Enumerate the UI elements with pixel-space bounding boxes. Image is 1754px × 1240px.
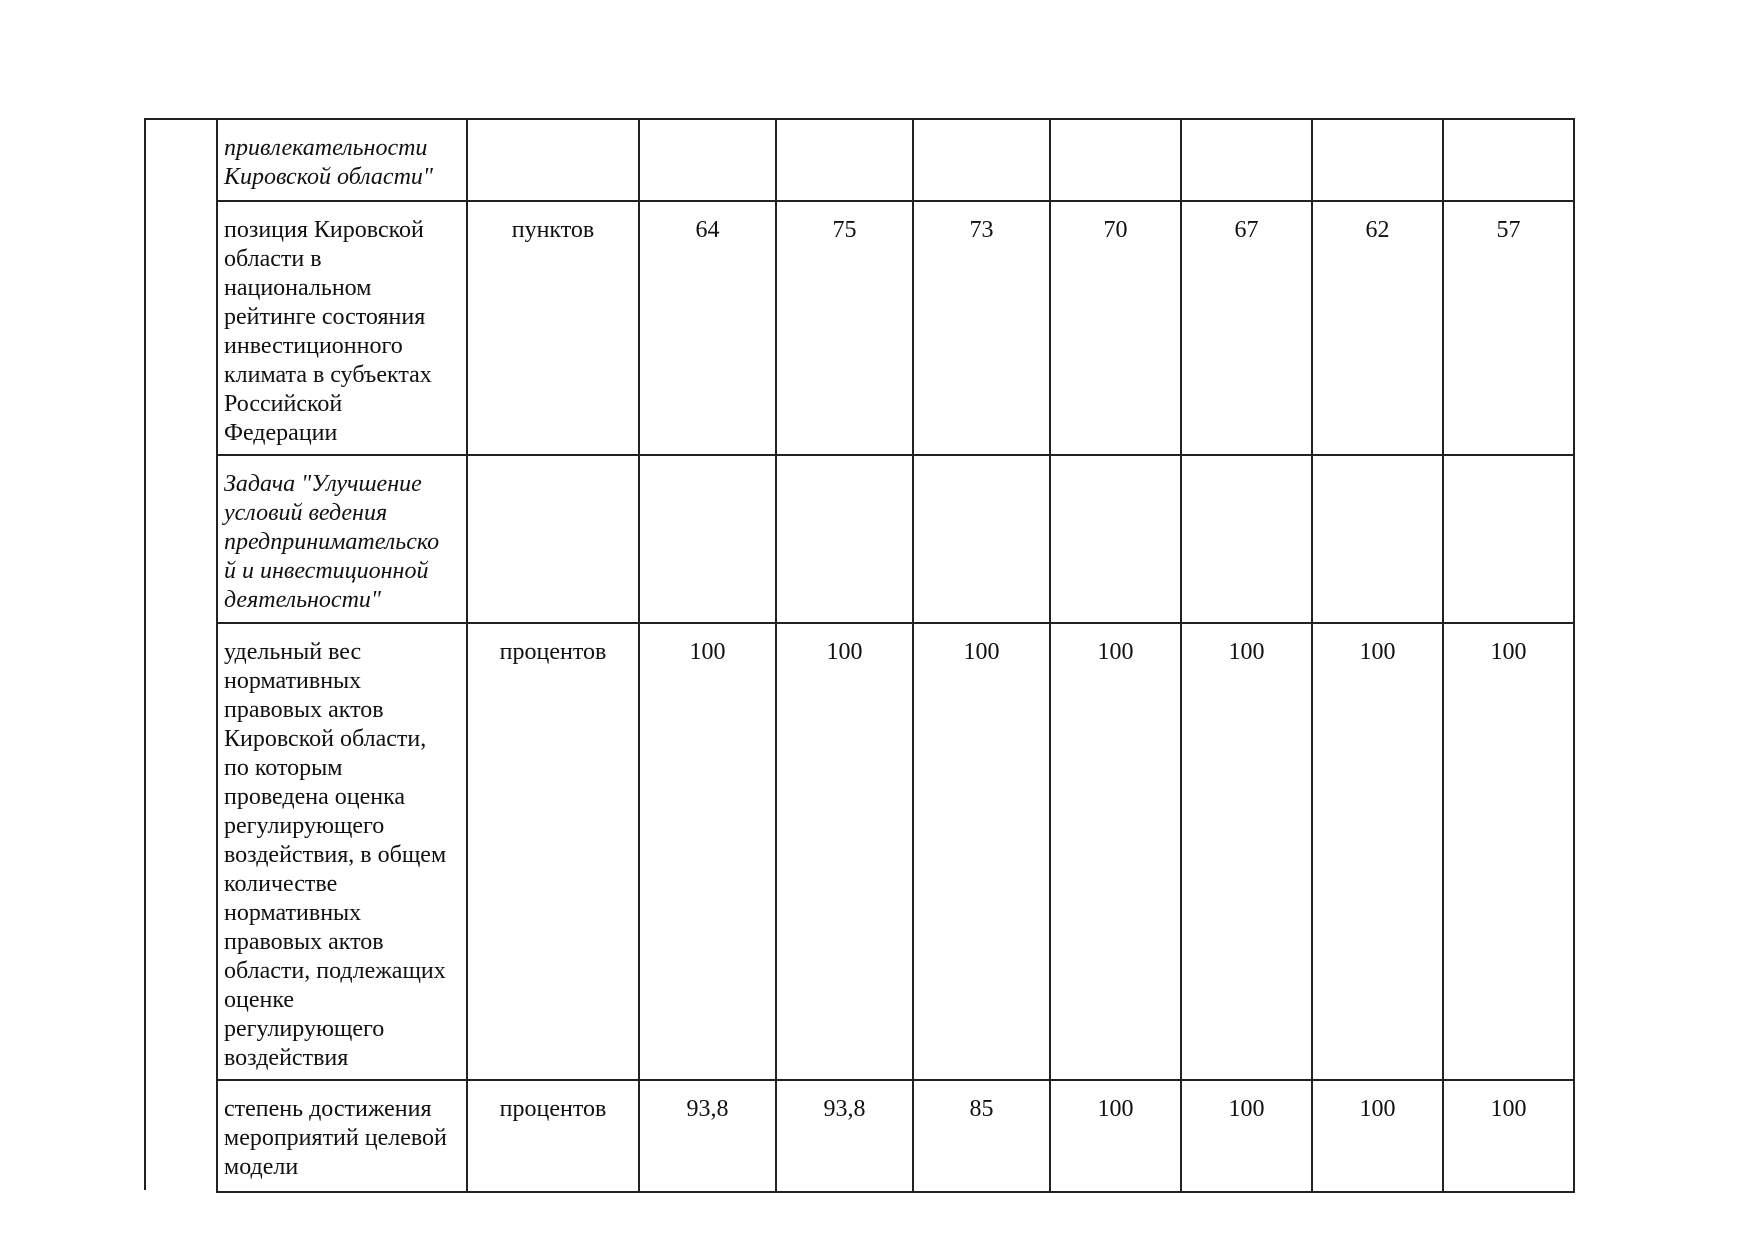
table-row	[217, 455, 1574, 623]
value-cell: 64	[639, 201, 776, 455]
value-cell: 100	[776, 623, 913, 1080]
unit-cell: процентов	[467, 1080, 639, 1192]
value-cell	[1050, 119, 1181, 201]
value-cell: 100	[639, 623, 776, 1080]
value-cell: 100	[1312, 623, 1443, 1080]
value-cell: 100	[1443, 623, 1574, 1080]
value-cell: 67	[1181, 201, 1312, 455]
unit-cell	[467, 455, 639, 623]
value-cell	[1181, 119, 1312, 201]
indicator-name: степень достижения мероприятий целевой модели	[224, 1096, 447, 1180]
value-cell: 62	[1312, 201, 1443, 455]
value-cell: 85	[913, 1080, 1050, 1192]
value-cell: 100	[913, 623, 1050, 1080]
indicator-name: привлекательности Кировской области"	[224, 135, 433, 190]
value-cell: 93,8	[776, 1080, 913, 1192]
indicator-name-cell	[217, 119, 467, 201]
value-cell	[1312, 119, 1443, 201]
indicator-name: Задача "Улучшение условий ведения предпринимательско й и инвестиционной деятельности"	[224, 471, 440, 613]
unit-cell: процентов	[467, 623, 639, 1080]
value-cell: 93,8	[639, 1080, 776, 1192]
left-border-line	[144, 118, 146, 1190]
table-row	[217, 119, 1574, 201]
value-cell	[1181, 455, 1312, 623]
value-cell: 73	[913, 201, 1050, 455]
value-cell	[639, 455, 776, 623]
value-cell	[776, 119, 913, 201]
value-cell	[776, 455, 913, 623]
value-cell	[1443, 119, 1574, 201]
value-cell	[639, 119, 776, 201]
value-cell: 100	[1050, 1080, 1181, 1192]
indicator-name-cell	[217, 455, 467, 623]
value-cell: 100	[1443, 1080, 1574, 1192]
indicator-name: удельный вес нормативных правовых актов Кировской области, по которым проведена оценка регулирующего воздействия, в общем количестве нормативных правовых актов области, подлежащих оценке регулирующего воздействия	[224, 639, 447, 1071]
value-cell: 100	[1312, 1080, 1443, 1192]
value-cell	[913, 119, 1050, 201]
indicator-name: позиция Кировской области в национальном рейтинге состояния инвестиционного климата в субъектах Российской Федерации	[224, 217, 432, 446]
value-cell: 57	[1443, 201, 1574, 455]
unit-cell: пунктов	[467, 201, 639, 455]
value-cell: 100	[1181, 1080, 1312, 1192]
value-cell	[1443, 455, 1574, 623]
value-cell: 100	[1181, 623, 1312, 1080]
value-cell: 100	[1050, 623, 1181, 1080]
value-cell: 75	[776, 201, 913, 455]
value-cell: 70	[1050, 201, 1181, 455]
unit-cell	[467, 119, 639, 201]
indicator-name-cell	[217, 1080, 467, 1192]
indicator-table	[216, 118, 1575, 1193]
value-cell	[1050, 455, 1181, 623]
value-cell	[913, 455, 1050, 623]
indicator-name-cell	[217, 623, 467, 1080]
table-row	[217, 1080, 1574, 1192]
value-cell	[1312, 455, 1443, 623]
table-row	[217, 201, 1574, 455]
indicator-name-cell	[217, 201, 467, 455]
table-row	[217, 623, 1574, 1080]
left-top-line	[144, 118, 218, 120]
